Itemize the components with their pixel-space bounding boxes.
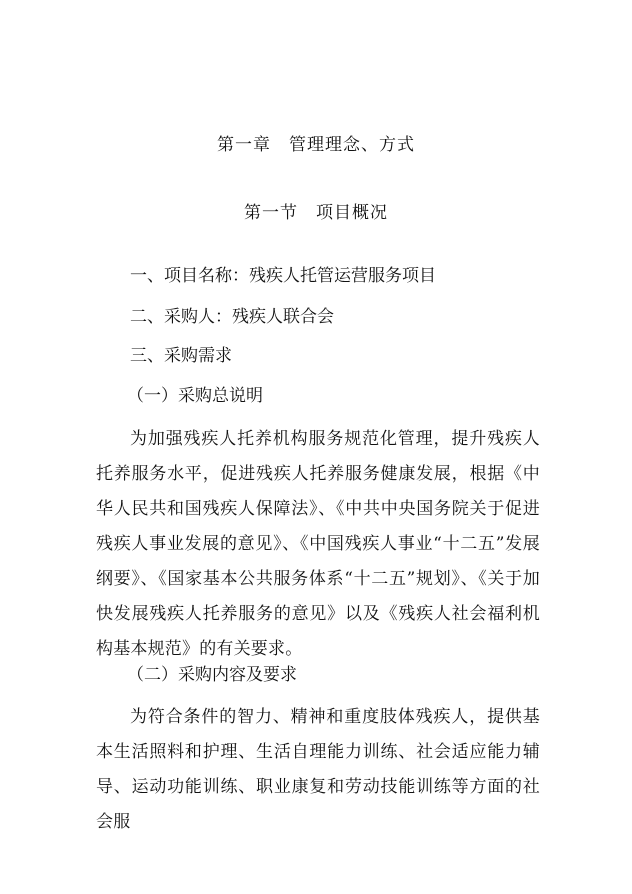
section-number: 第一节 [244,203,298,223]
item-procurement-needs: 三、采购需求 [130,346,232,366]
item-project-name: 一、项目名称：残疾人托管运营服务项目 [130,266,436,286]
subsection-heading-content: （二）采购内容及要求 [127,665,297,685]
paragraph-content: 为符合条件的智力、精神和重度肢体残疾人，提供基本生活照料和护理、生活自理能力训练、社会适应能力辅导、运动功能训练、职业康复和劳动技能训练等方面的社会服 [96,707,540,832]
subsection-heading-general: （一）采购总说明 [127,386,263,406]
paragraph-general: 为加强残疾人托养机构服务规范化管理，提升残疾人托养服务水平，促进残疾人托养服务健康发展，根据《中华人民共和国残疾人保障法》、《中共中央国务院关于促进残疾人事业发展的意见》、《中国残疾人事业“十二五”发展纲要》、《国家基本公共服务体系“十二五”规划》、《关于加快发展残疾人托养服务的意见》以及《残疾人社会福利机构基本规范》的有关要求。 [96,429,540,659]
chapter-heading [0,131,632,159]
chapter-title: 管理理念、方式 [289,135,415,155]
item-purchaser: 二、采购人：残疾人联合会 [130,307,334,327]
chapter-number: 第一章 [217,135,271,155]
section-heading [0,199,632,227]
section-title: 项目概况 [316,203,388,223]
